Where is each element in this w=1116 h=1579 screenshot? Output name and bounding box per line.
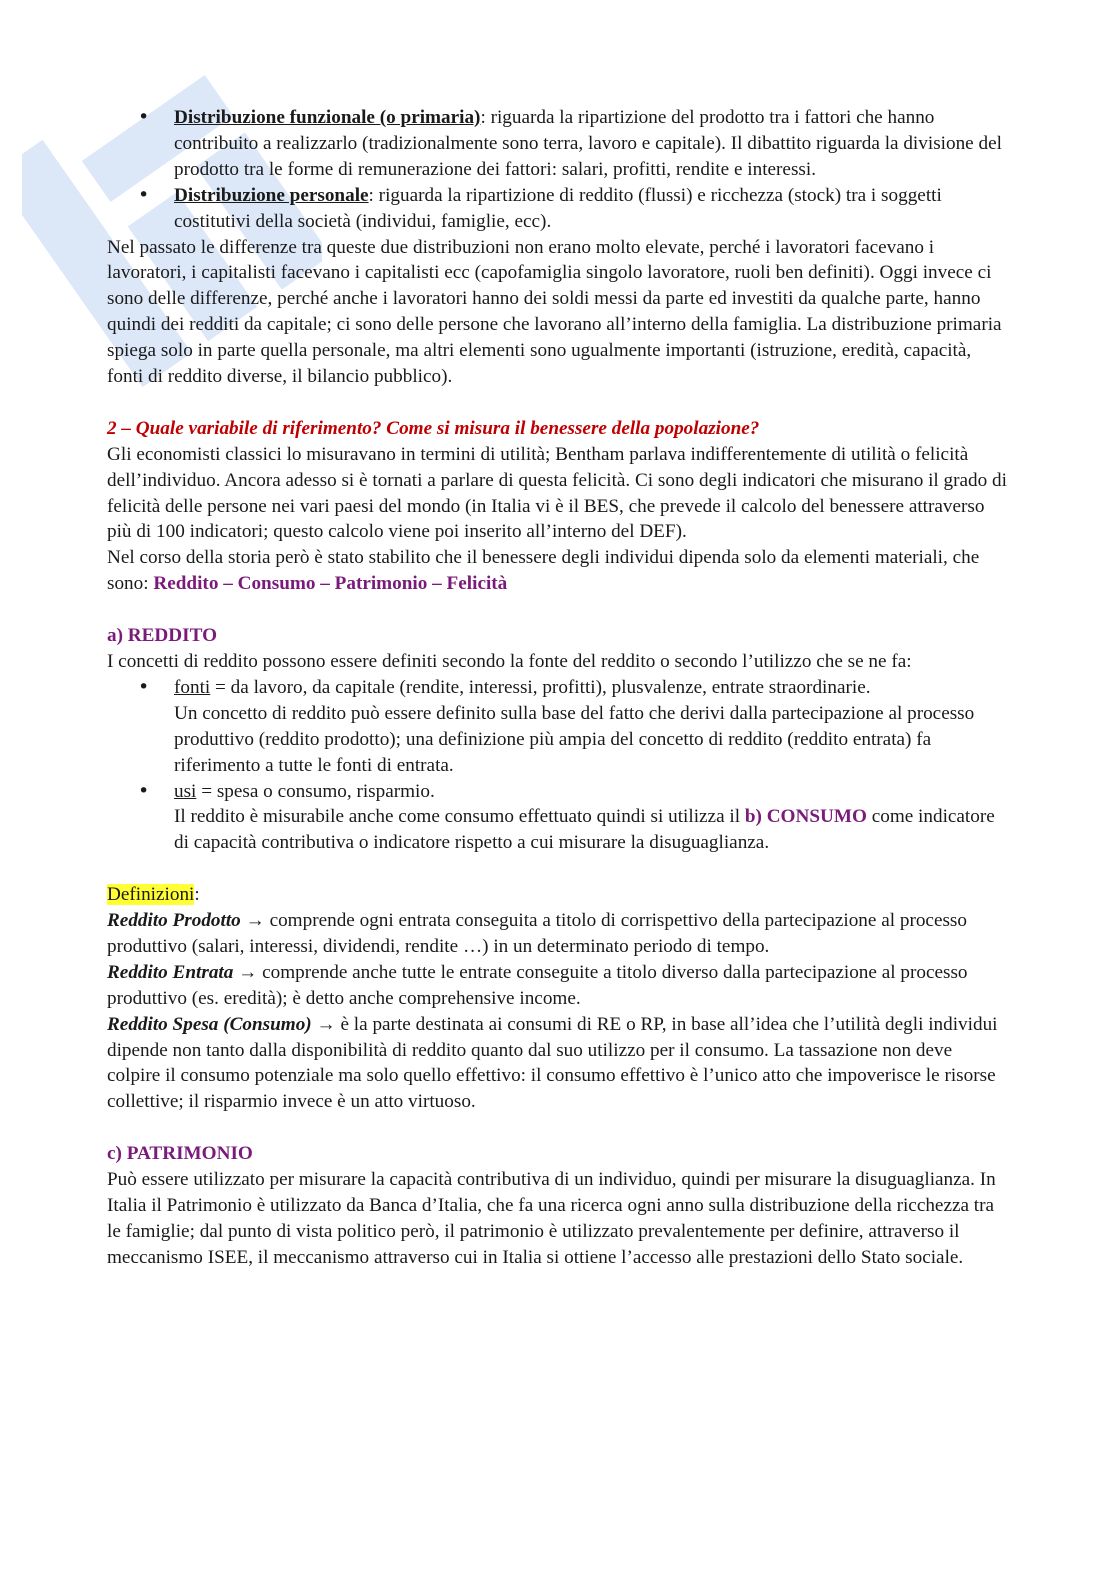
spacer [107,597,1007,623]
heading-patrimonio: c) PATRIMONIO [107,1143,253,1165]
highlighted-label: Definizioni [107,884,195,906]
reddito-list [107,675,1007,856]
list-text: = da lavoro, da capitale (rendite, interessi, profitti), plusvalenze, entrate straordinarie. [210,676,871,698]
paragraph: I concetti di reddito possono essere definiti secondo la fonte del reddito o secondo l’utilizzo che se ne fa: [107,651,912,672]
consumo-heading: b) CONSUMO [744,806,867,828]
definizioni-label [107,882,1007,908]
definition-text: → è la parte destinata ai consumi di RE o RP, in base all’idea che l’utilità degli individui dipende non tanto dalla disponibilità di reddito quanto dal suo utilizzo per il consumo. La tassazione non deve colpire il consumo potenziale ma solo quello effettivo: il consumo effettivo è l’unico atto che impoverisce le risorse collettive; il risparmio invece è un atto virtuoso. [107,1013,998,1113]
definition [107,960,1007,1012]
list-term: Distribuzione personale [174,184,369,206]
spacer [107,390,1007,416]
list-item [107,183,1007,235]
list-text: = spesa o consumo, risparmio. [196,780,435,802]
list-item [107,105,1007,183]
definition-term: Reddito Prodotto [107,910,241,932]
paragraph [107,545,1007,597]
paragraph: Gli economisti classici lo misuravano in termini di utilità; Bentham parlava indifferentemente di utilità o felicità dell’individuo. Ancora adesso si è tornati a parlare di questa felicità. Ci sono degli indicatori che misurano il grado di felicità delle persone nei vari paesi del mondo (in Italia vi è il BES, che prevede il calcolo del benessere attraverso più di 100 indicatori; questo calcolo viene poi inserito all’interno del DEF). [107,443,1007,543]
list-detail: Un concetto di reddito può essere definito sulla base del fatto che derivi dalla partecipazione al processo produttivo (reddito prodotto); una definizione più ampia del concetto di reddito (reddito entrata) fa riferimento a tutte le fonti di entrata. [174,702,975,776]
document-page [107,105,1007,1271]
label-colon: : [194,884,200,906]
list-item [107,779,1007,857]
spacer [107,1115,1007,1141]
spacer [107,856,1007,882]
list-term: Distribuzione funzionale (o primaria) [174,107,481,128]
definition [107,908,1007,960]
paragraph-text: Nel corso della storia però è stato stabilito che il benessere degli individui dipenda solo da elementi materiali, che sono: [107,547,980,595]
list-item [107,675,1007,779]
list-text: : riguarda la ripartizione del prodotto tra i fattori che hanno contribuito a realizzarlo (tradizionalmente sono terra, lavoro e capitale). Il dibattito riguarda la divisione del prodotto tra le forme di remunerazione dei fattori: salari, profitti, rendite e interessi. [174,107,1002,180]
definition-term: Reddito Entrata [107,961,234,983]
paragraph: Può essere utilizzato per misurare la capacità contributiva di un individuo, quindi per misurare la disuguaglianza. In Italia il Patrimonio è utilizzato da Banca d’Italia, che fa una ricerca ogni anno sulla distribuzione della ricchezza tra le famiglie; dal punto di vista politico però, il patrimonio è utilizzato prevalentemente per definire, attraverso il meccanismo ISEE, il meccanismo attraverso cui in Italia si ottiene l’accesso alle prestazioni dello Stato sociale. [107,1169,996,1268]
definition-term: Reddito Spesa (Consumo) [107,1013,312,1035]
list-term: fonti [174,676,211,698]
list-text: : riguarda la ripartizione di reddito (flussi) e ricchezza (stock) tra i soggetti costitutivi della società (individui, famiglie, ecc). [174,184,942,232]
paragraph: Nel passato le differenze tra queste due distribuzioni non erano molto elevate, perché i lavoratori facevano i lavoratori, i capitalisti facevano i capitalisti ecc (capofamiglia singolo lavoratore, ruoli ben definiti). Oggi invece ci sono delle differenze, perché anche i lavoratori hanno dei soldi messi da parte ed investiti da qualche parte, hanno quindi dei redditi da capitale; ci sono delle persone che lavorano all’interno della famiglia. La distribuzione primaria spiega solo in parte quella personale, ma altri elementi sono ugualmente importanti (istruzione, eredità, capacità, fonti di reddito diverse, il bilancio pubblico). [107,236,1002,388]
definition-text: → comprende ogni entrata conseguita a titolo di corrispettivo della partecipazione al processo produttivo (salari, interessi, dividendi, rendite …) in un determinato periodo di tempo. [107,910,967,957]
definition-text: → comprende anche tutte le entrate conseguite a titolo diverso dalla partecipazione al processo produttivo (es. eredità); è detto anche comprehensive income. [107,961,968,1009]
list-term: usi [174,780,197,802]
section-title: 2 – Quale variabile di riferimento? Come si misura il benessere della popolazione? [107,417,760,439]
heading-reddito: a) REDDITO [107,625,217,647]
list-detail: Il reddito è misurabile anche come consumo effettuato quindi si utilizza il [174,806,745,828]
distribution-list [107,105,1007,235]
definition [107,1012,1007,1116]
list-detail: come indicatore di capacità contributiva o indicatore rispetto a cui misurare la disuguaglianza. [174,806,995,854]
highlight-terms: Reddito – Consumo – Patrimonio – Felicità [153,573,508,595]
